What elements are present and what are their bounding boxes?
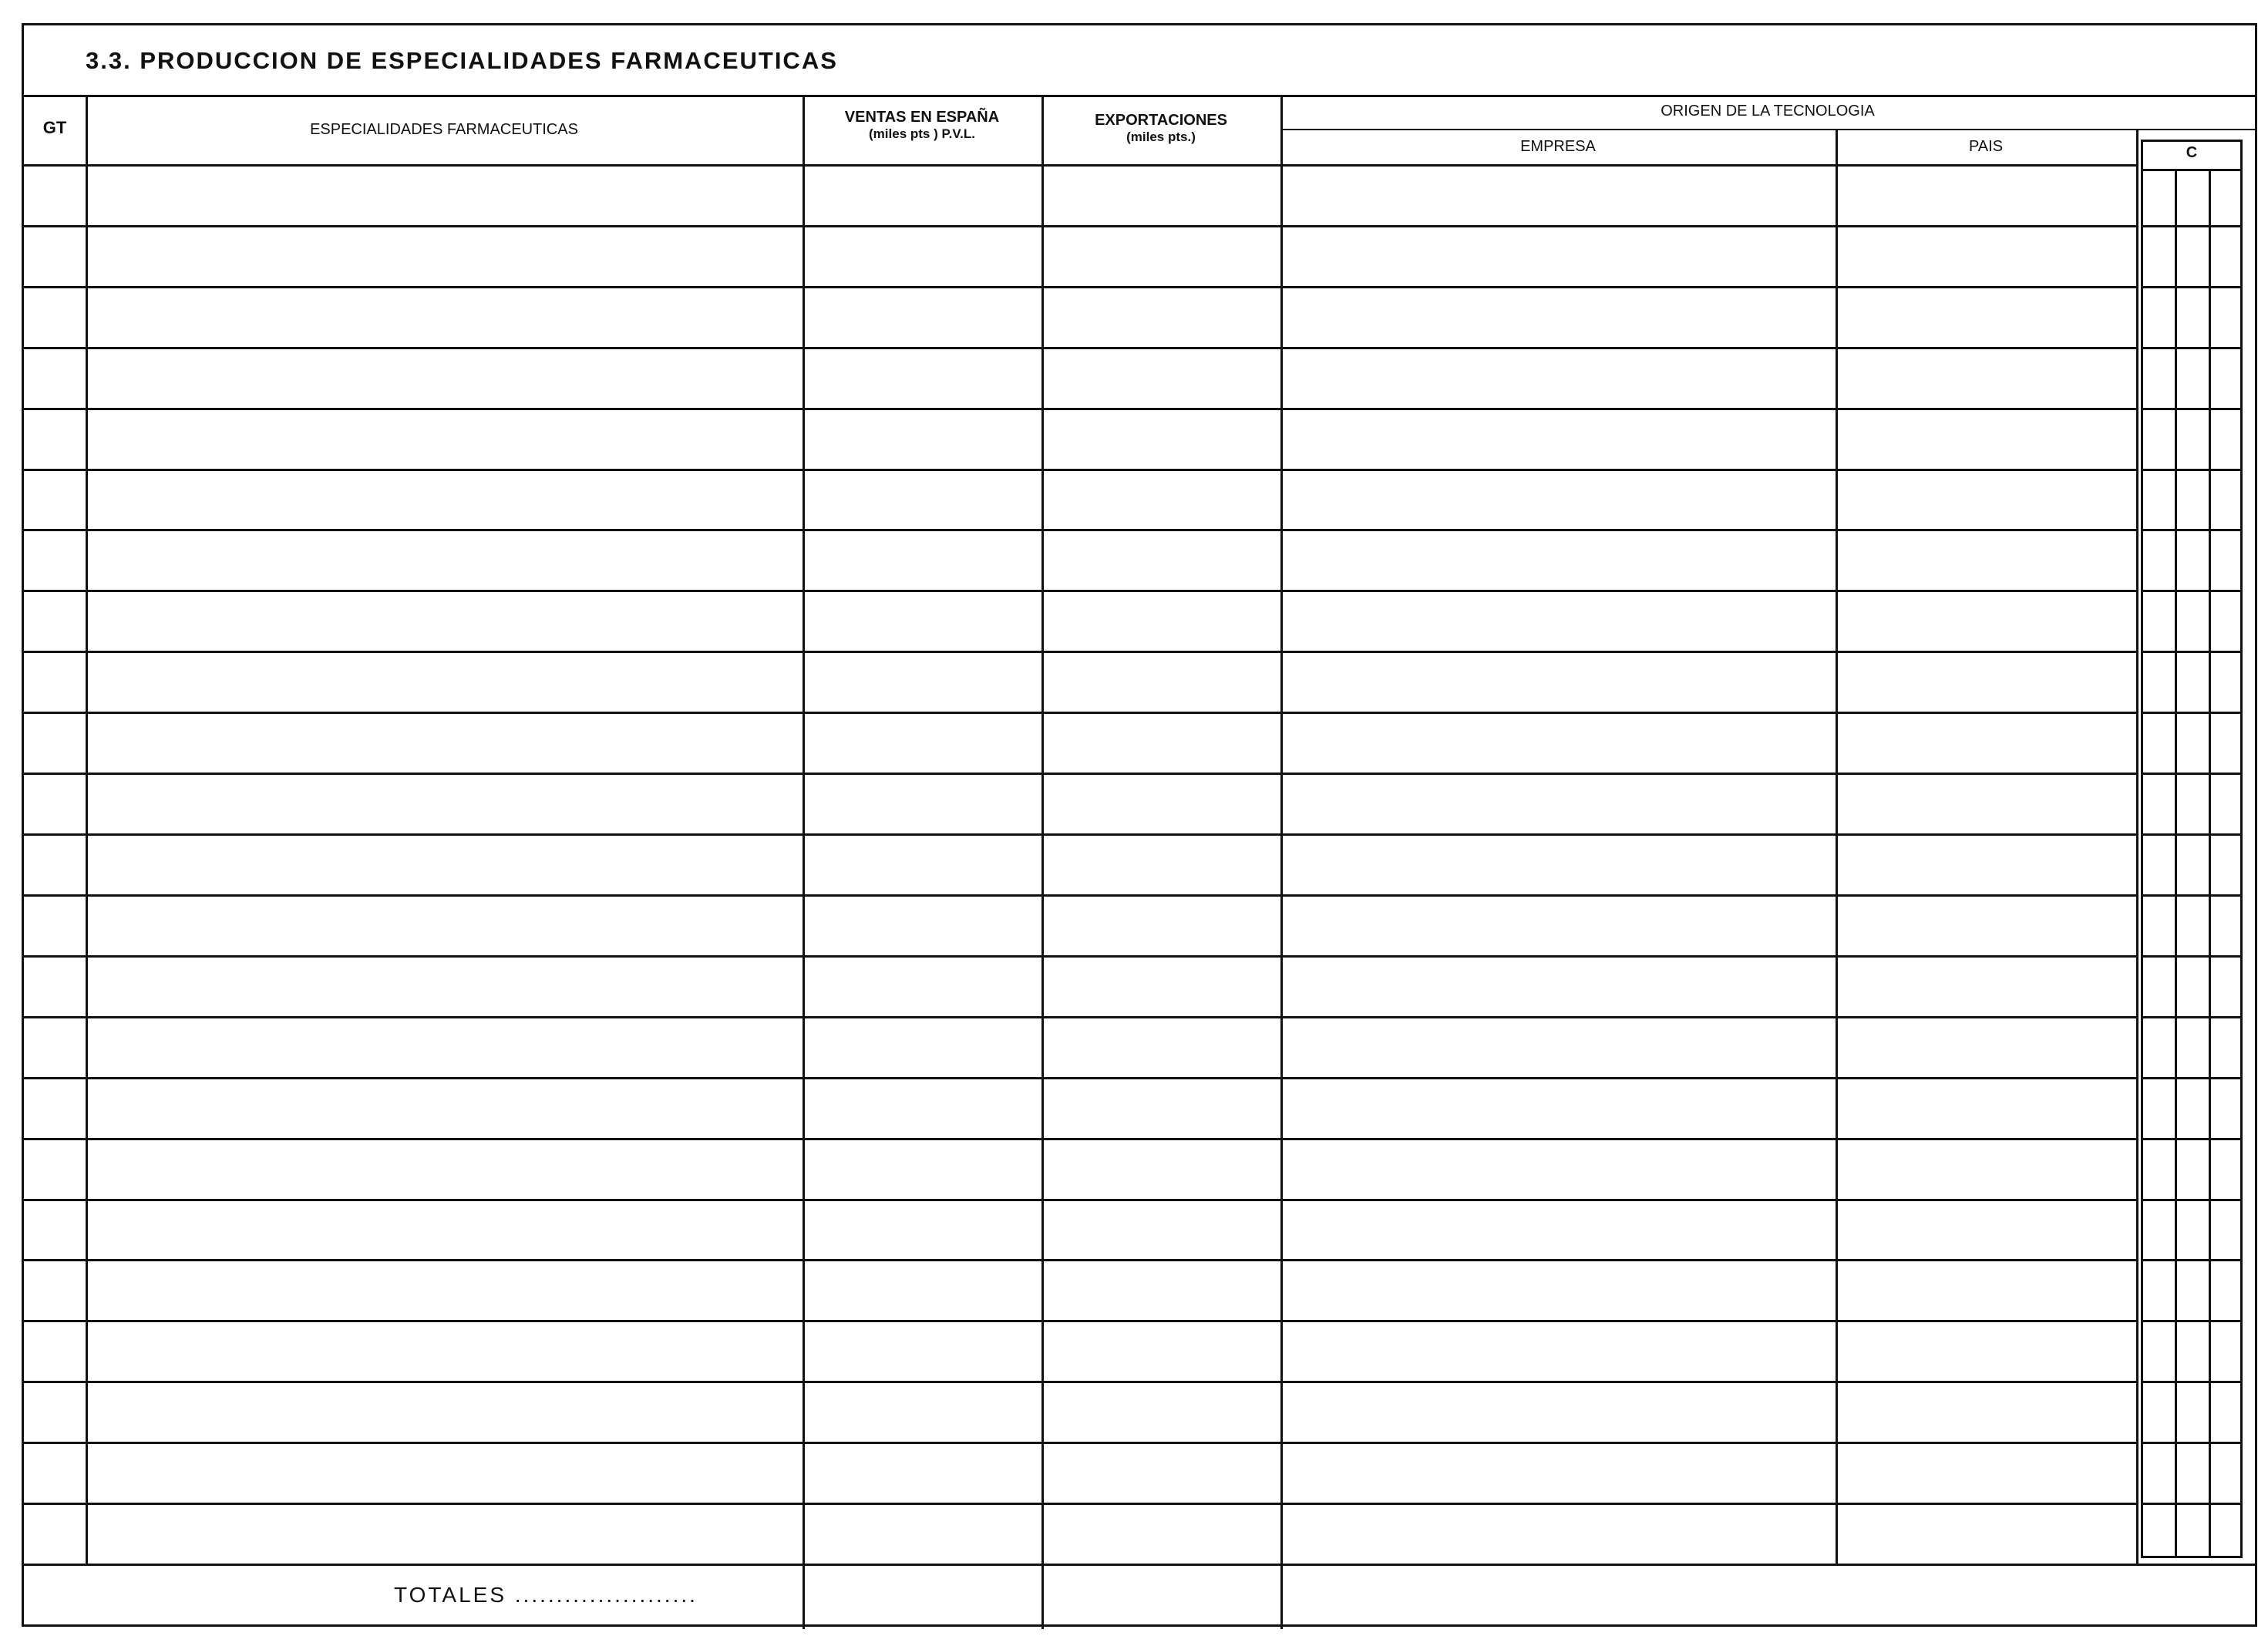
table-row[interactable]	[24, 471, 2219, 530]
c-row-divider	[2141, 773, 2241, 775]
header-empresa: EMPRESA	[1520, 138, 1596, 155]
row-divider	[24, 712, 2136, 714]
c-row-divider	[2141, 286, 2241, 288]
c-row-divider	[2141, 1320, 2241, 1322]
table-row[interactable]	[24, 1079, 2219, 1138]
row-divider	[24, 590, 2136, 592]
c-row-divider	[2141, 590, 2241, 592]
table-row[interactable]	[24, 1444, 2219, 1503]
table-row[interactable]	[24, 592, 2219, 651]
totals-ventas-cell[interactable]	[805, 1566, 1039, 1624]
title-separator	[24, 95, 2255, 97]
row-divider	[24, 347, 2136, 349]
c-row-divider	[2141, 1077, 2241, 1079]
table-row[interactable]	[24, 227, 2219, 286]
table-row[interactable]	[24, 349, 2219, 408]
c-row-divider	[2141, 225, 2241, 227]
totals-label: TOTALES ......................	[394, 1583, 698, 1607]
row-divider	[24, 1016, 2136, 1018]
row-divider	[24, 773, 2136, 775]
table-row[interactable]	[24, 1018, 2219, 1077]
c-row-divider	[2141, 408, 2241, 410]
row-divider	[24, 955, 2136, 958]
origin-split-line	[1280, 129, 2255, 130]
table-row[interactable]	[24, 653, 2219, 712]
c-row-divider	[2141, 1199, 2241, 1201]
c-row-divider	[2141, 529, 2241, 531]
header-especialidades: ESPECIALIDADES FARMACEUTICAS	[310, 121, 578, 138]
header-pais: PAIS	[1968, 138, 2004, 155]
c-row-divider	[2141, 347, 2241, 349]
c-row-divider	[2141, 1503, 2241, 1505]
row-divider	[24, 833, 2136, 836]
table-row[interactable]	[24, 1140, 2219, 1199]
header-exportaciones	[1041, 112, 1280, 145]
header-origen: ORIGEN DE LA TECNOLOGIA	[1661, 103, 1875, 120]
header-gt: GT	[42, 118, 67, 137]
row-divider	[24, 1138, 2136, 1140]
totals-exportaciones-cell[interactable]	[1044, 1566, 1278, 1624]
header-c: C	[2186, 144, 2198, 161]
row-divider	[24, 651, 2136, 653]
row-divider	[24, 1320, 2136, 1322]
c-row-divider	[2141, 1138, 2241, 1140]
header-ventas	[803, 109, 1041, 142]
form-table	[22, 23, 2257, 1627]
c-row-divider	[2141, 1259, 2241, 1261]
table-row[interactable]	[24, 1201, 2219, 1260]
table-row[interactable]	[24, 167, 2219, 225]
table-row[interactable]	[24, 531, 2219, 590]
header-exportaciones-title: EXPORTACIONES	[1095, 112, 1227, 129]
c-row-divider	[2141, 955, 2241, 958]
row-divider	[24, 1259, 2136, 1261]
header-exportaciones-sub: (miles pts.)	[1126, 130, 1196, 144]
table-row[interactable]	[24, 1261, 2219, 1320]
c-row-divider	[2141, 712, 2241, 714]
header-ventas-title: VENTAS EN ESPAÑA	[844, 109, 1000, 126]
table-row[interactable]	[24, 836, 2219, 894]
c-row-divider	[2141, 833, 2241, 836]
c-row-divider	[2141, 1442, 2241, 1444]
row-divider	[24, 894, 2136, 897]
c-row-divider	[2141, 1016, 2241, 1018]
c-row-divider	[2141, 469, 2241, 471]
section-title: 3.3. PRODUCCION DE ESPECIALIDADES FARMACEUTICAS	[86, 47, 838, 74]
row-divider	[24, 1503, 2136, 1505]
row-divider	[24, 1442, 2136, 1444]
row-divider	[24, 1077, 2136, 1079]
table-row[interactable]	[24, 1505, 2219, 1564]
row-divider	[24, 286, 2136, 288]
table-row[interactable]	[24, 1383, 2219, 1442]
table-row[interactable]	[24, 1322, 2219, 1381]
row-divider	[24, 225, 2136, 227]
table-row[interactable]	[24, 410, 2219, 469]
table-row[interactable]	[24, 775, 2219, 833]
row-divider	[24, 1199, 2136, 1201]
table-row[interactable]	[24, 288, 2219, 347]
header-ventas-sub: (miles pts ) P.V.L.	[869, 126, 975, 141]
c-row-divider	[2141, 894, 2241, 897]
row-divider	[24, 1381, 2136, 1383]
row-divider	[24, 529, 2136, 531]
row-divider	[24, 469, 2136, 471]
table-row[interactable]	[24, 714, 2219, 773]
table-row[interactable]	[24, 897, 2219, 955]
row-divider	[24, 408, 2136, 410]
table-row[interactable]	[24, 958, 2219, 1016]
c-row-divider	[2141, 1381, 2241, 1383]
c-row-divider	[2141, 651, 2241, 653]
